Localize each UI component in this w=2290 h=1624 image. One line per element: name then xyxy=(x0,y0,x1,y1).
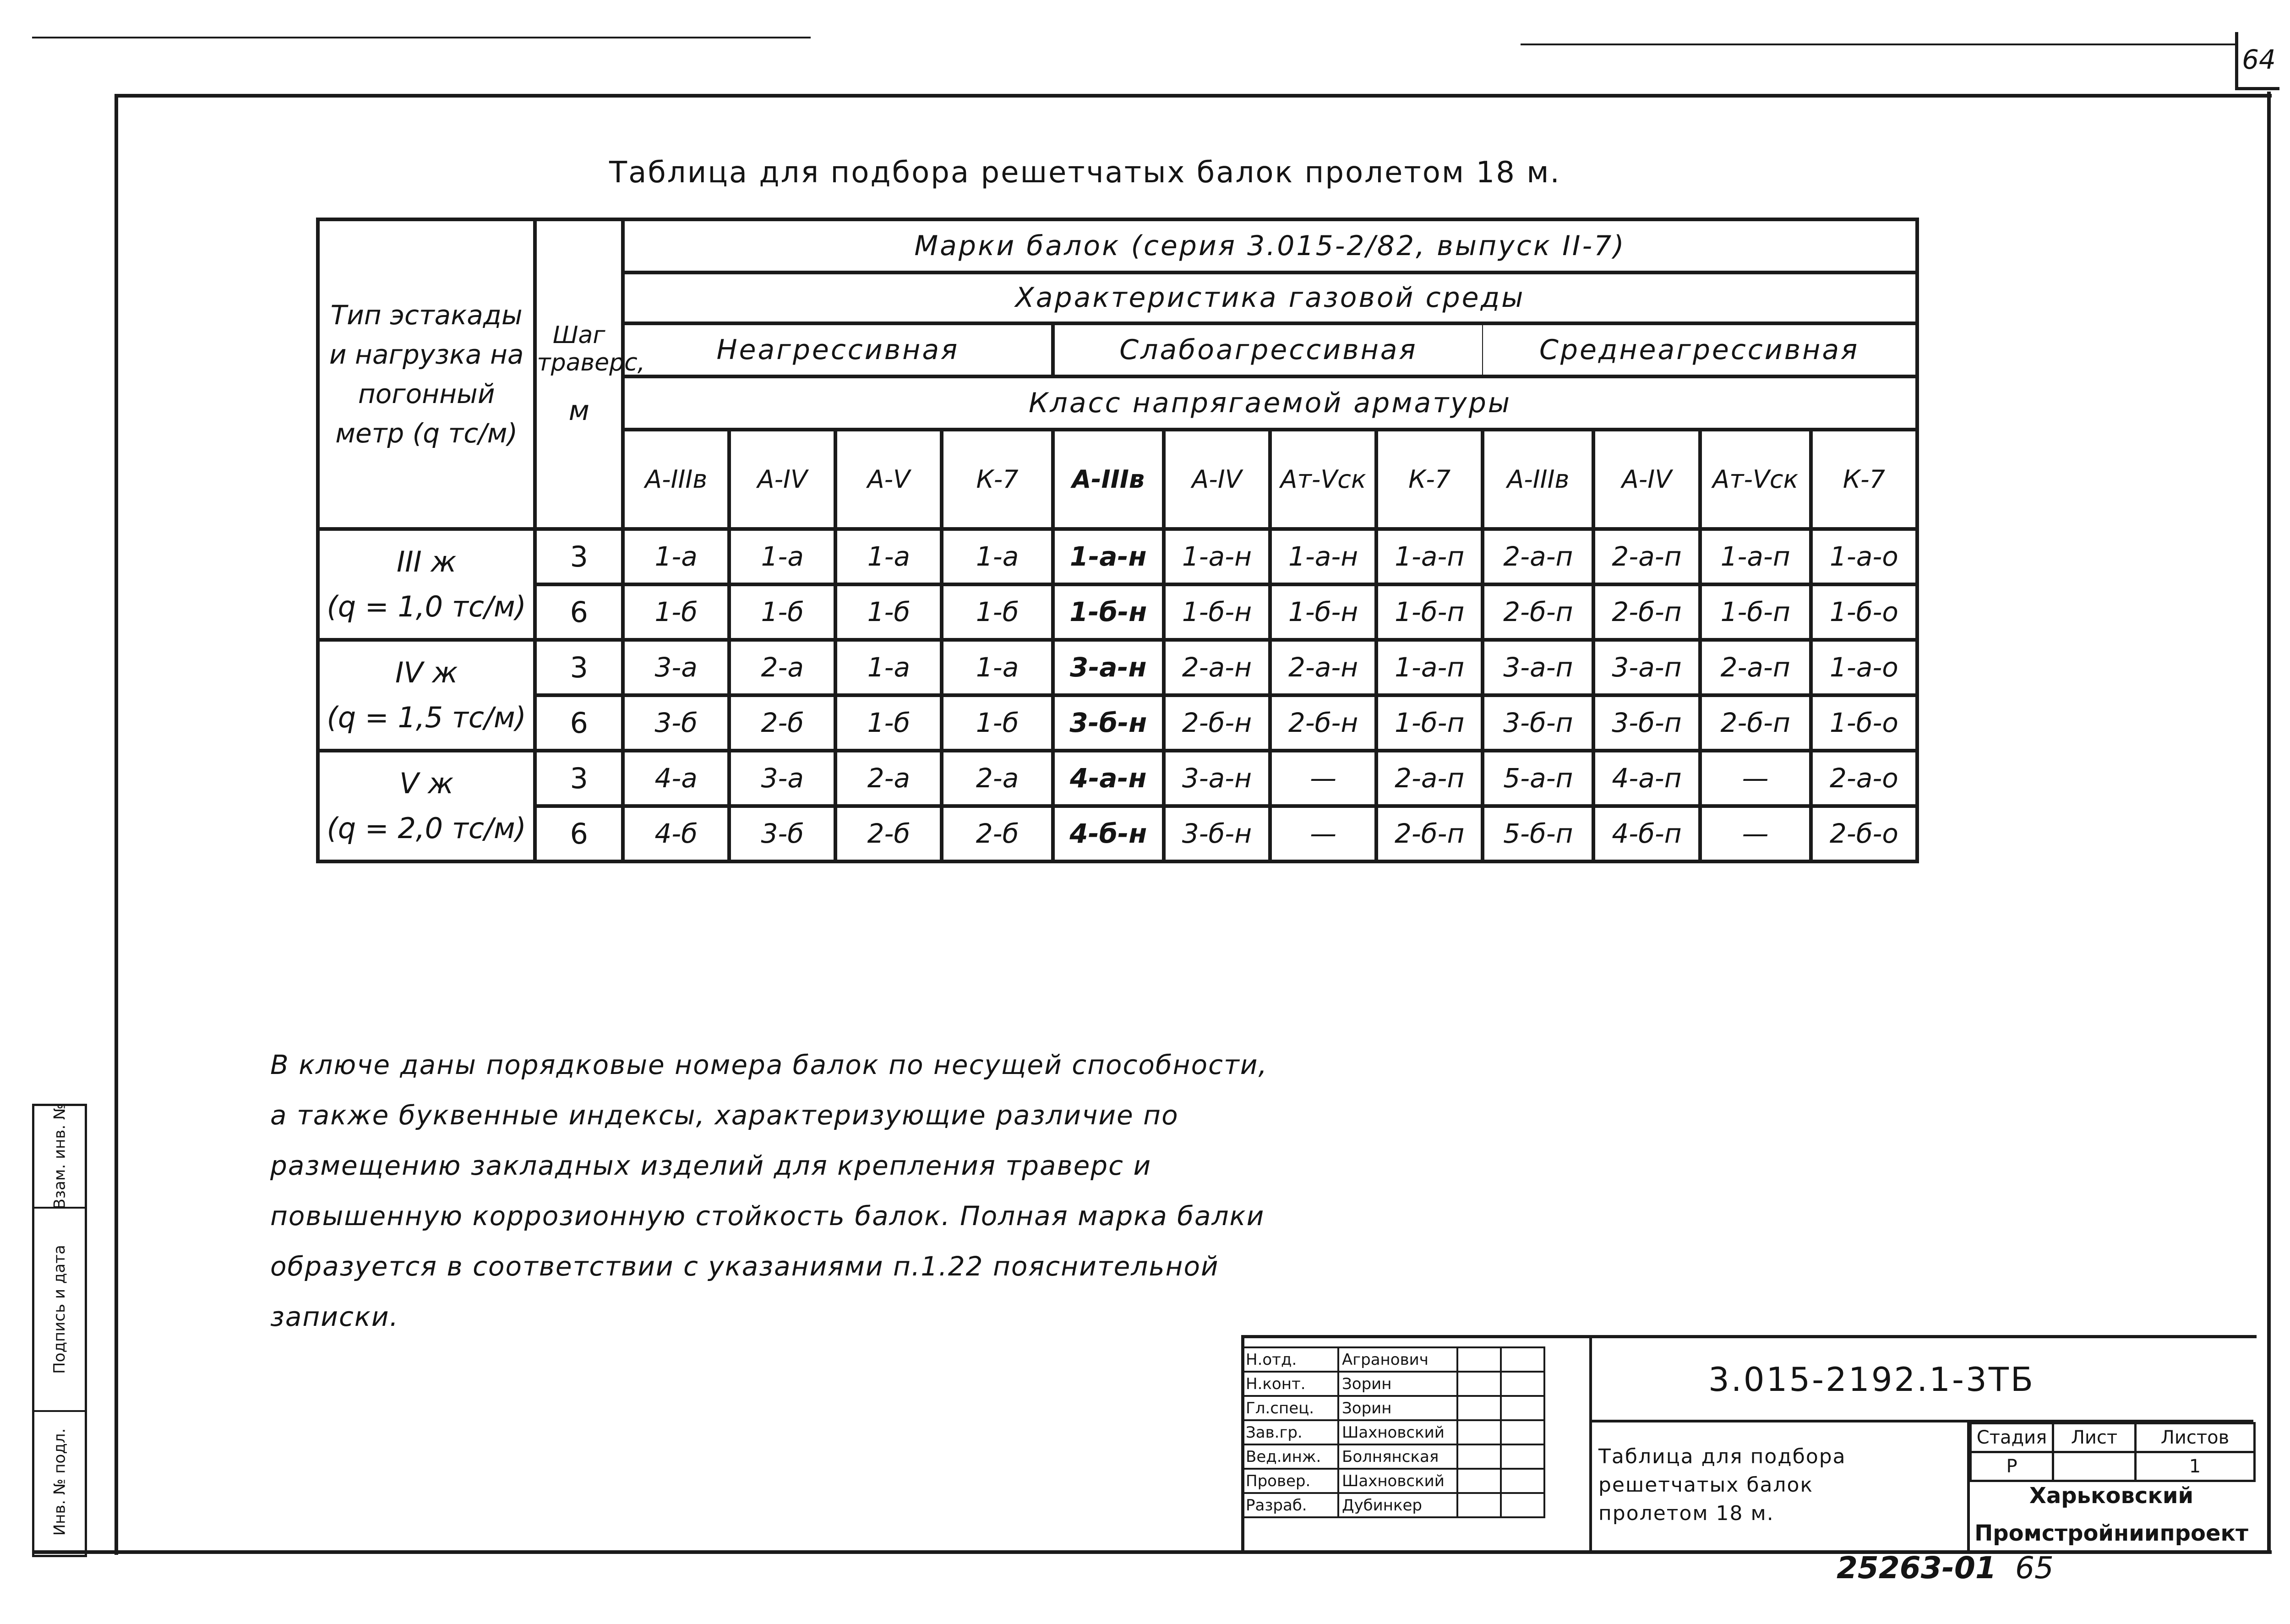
class-header: Ат-Vск xyxy=(1700,430,1811,529)
header-step-label: Шаг траверс, xyxy=(537,321,645,376)
mark-cell: 2-а-п xyxy=(1376,751,1483,806)
header-reinforcement-class: Класс напрягаемой арматуры xyxy=(623,376,1917,430)
step-cell: 3 xyxy=(535,751,623,806)
mark-cell: 1-б-н xyxy=(1270,584,1376,640)
mark-cell: 3-а-н xyxy=(1053,640,1164,695)
stage-value: Р xyxy=(1971,1452,2053,1481)
signature-date xyxy=(1501,1444,1544,1469)
mark-cell: 2-б-п xyxy=(1593,584,1700,640)
class-header: К-7 xyxy=(942,430,1052,529)
stage-label: Стадия xyxy=(1971,1423,2053,1452)
header-step xyxy=(535,219,645,529)
mark-cell: — xyxy=(1700,806,1811,861)
side-stamp-label: Взам. инв. № xyxy=(50,1103,69,1210)
step-cell: 3 xyxy=(535,640,623,695)
mark-cell: 5-а-п xyxy=(1483,751,1593,806)
signature-name: Зорин xyxy=(1338,1396,1457,1420)
mark-cell: 1-а-п xyxy=(1700,529,1811,584)
frame-left-line xyxy=(114,94,118,1555)
side-stamp-label: Инв. № подл. xyxy=(50,1428,69,1536)
mark-cell: — xyxy=(1700,751,1811,806)
sheet-meta-table xyxy=(1969,1422,2256,1482)
explanatory-note: В ключе даны порядковые номера балок по несущей способности, а также буквенные индексы, характеризующие различие по размещению закладных изделий для крепления траверс и повышенную коррозионную стойкость балок. Полная марка балки образуется в соответствии с указаниями п.1.22 пояснительной записки. xyxy=(270,1049,1268,1332)
mark-cell: 1-а xyxy=(942,640,1052,695)
signature-date xyxy=(1501,1469,1544,1493)
signature-row xyxy=(1242,1469,1544,1493)
signature-role: Н.конт. xyxy=(1242,1372,1338,1396)
class-header: К-7 xyxy=(1376,430,1483,529)
mark-cell: 2-а-о xyxy=(1811,751,1917,806)
side-stamp-cell xyxy=(34,1103,85,1210)
header-marks: Марки балок (серия 3.015-2/82, выпуск II-7) xyxy=(623,219,1917,272)
mark-cell: 4-а-п xyxy=(1593,751,1700,806)
load-type-cell xyxy=(318,529,535,640)
load-value: (q = 2,0 тс/м) xyxy=(327,811,526,845)
footer-code: 25263-01 xyxy=(1837,1550,1996,1586)
page-number: 64 xyxy=(2235,32,2279,90)
mark-cell: 1-б-н xyxy=(1053,584,1164,640)
mark-cell: 2-а xyxy=(729,640,835,695)
class-header: К-7 xyxy=(1811,430,1917,529)
mark-cell: 1-б xyxy=(835,584,942,640)
signature-name: Дубинкер xyxy=(1338,1493,1457,1517)
mark-cell: 3-б-н xyxy=(1164,806,1270,861)
signature-date xyxy=(1501,1420,1544,1444)
signature-date xyxy=(1501,1396,1544,1420)
mark-cell: 1-б xyxy=(623,584,729,640)
mark-cell: 4-б-н xyxy=(1053,806,1164,861)
sheet-label: Лист xyxy=(2053,1423,2136,1452)
side-stamp-cell xyxy=(34,1209,85,1412)
step-cell: 3 xyxy=(535,529,623,584)
mark-cell: 3-а xyxy=(623,640,729,695)
mark-cell: 1-б-п xyxy=(1700,584,1811,640)
signature-date xyxy=(1501,1347,1544,1372)
signature-mark xyxy=(1457,1420,1501,1444)
signature-table xyxy=(1241,1346,1545,1518)
frame-right-line xyxy=(2267,92,2271,1553)
signature-name: Шахновский xyxy=(1338,1420,1457,1444)
footer-page: 65 xyxy=(2015,1550,2054,1586)
class-header: А-IIIв xyxy=(1483,430,1593,529)
table-row xyxy=(318,695,1917,751)
mark-cell: 2-а xyxy=(942,751,1052,806)
signature-role: Гл.спец. xyxy=(1242,1396,1338,1420)
mark-cell: 1-б-о xyxy=(1811,584,1917,640)
mark-cell: 2-б-п xyxy=(1483,584,1593,640)
signature-mark xyxy=(1457,1347,1501,1372)
header-environment: Характеристика газовой среды xyxy=(623,272,1917,323)
signature-mark xyxy=(1457,1372,1501,1396)
mark-cell: 2-а-п xyxy=(1483,529,1593,584)
signature-date xyxy=(1501,1372,1544,1396)
block-title: Таблица для подбора решетчатых балок пролетом 18 м. xyxy=(1598,1445,1846,1525)
env-group-weak: Слабоагрессивная xyxy=(1053,323,1483,376)
mark-cell: 1-а xyxy=(942,529,1052,584)
mark-cell: 3-б-п xyxy=(1483,695,1593,751)
side-stamp xyxy=(32,1104,87,1557)
mark-cell: 1-а-о xyxy=(1811,640,1917,695)
signature-row xyxy=(1242,1444,1544,1469)
mark-cell: 2-а-н xyxy=(1164,640,1270,695)
class-header: А-IV xyxy=(1593,430,1700,529)
mark-cell: 4-а xyxy=(623,751,729,806)
mark-cell: 2-б xyxy=(835,806,942,861)
load-type: IV ж xyxy=(395,655,458,689)
trim-top-line xyxy=(32,37,811,38)
frame-top-line xyxy=(117,94,2272,98)
sheets-label: Листов xyxy=(2136,1423,2255,1452)
mark-cell: 2-б-н xyxy=(1270,695,1376,751)
trim-top-line-right xyxy=(1521,44,2235,45)
signature-row xyxy=(1242,1396,1544,1420)
signature-name: Зорин xyxy=(1338,1372,1457,1396)
signature-row xyxy=(1242,1372,1544,1396)
side-stamp-label: Подпись и дата xyxy=(50,1245,69,1374)
mark-cell: 2-б-п xyxy=(1376,806,1483,861)
mark-cell: 1-б-н xyxy=(1164,584,1270,640)
beam-selection-table xyxy=(316,218,1919,863)
mark-cell: 1-б-п xyxy=(1376,695,1483,751)
mark-cell: 2-а-п xyxy=(1700,640,1811,695)
mark-cell: 1-б xyxy=(729,584,835,640)
step-cell: 6 xyxy=(535,806,623,861)
env-group-nonaggressive: Неагрессивная xyxy=(623,323,1053,376)
mark-cell: 4-б-п xyxy=(1593,806,1700,861)
mark-cell: 2-б-п xyxy=(1700,695,1811,751)
signature-role: Зав.гр. xyxy=(1242,1420,1338,1444)
mark-cell: 2-а-н xyxy=(1270,640,1376,695)
mark-cell: 1-а-п xyxy=(1376,529,1483,584)
mark-cell: 3-б-п xyxy=(1593,695,1700,751)
mark-cell: 1-а-н xyxy=(1270,529,1376,584)
signature-row xyxy=(1242,1420,1544,1444)
signature-name: Шахновский xyxy=(1338,1469,1457,1493)
mark-cell: 2-б xyxy=(729,695,835,751)
signature-mark xyxy=(1457,1493,1501,1517)
mark-cell: 1-а xyxy=(729,529,835,584)
table-row xyxy=(318,584,1917,640)
mark-cell: 3-а xyxy=(729,751,835,806)
mark-cell: 3-а-п xyxy=(1593,640,1700,695)
class-header: А-IV xyxy=(1164,430,1270,529)
organization-name: Харьковский Промстройниипроект xyxy=(1974,1483,2248,1546)
mark-cell: 3-б-н xyxy=(1053,695,1164,751)
env-group-medium: Среднеагрессивная xyxy=(1483,323,1917,376)
signature-role: Провер. xyxy=(1242,1469,1338,1493)
mark-cell: 2-а-п xyxy=(1593,529,1700,584)
class-header: А-V xyxy=(835,430,942,529)
signature-row xyxy=(1242,1347,1544,1372)
signature-mark xyxy=(1457,1469,1501,1493)
mark-cell: 2-б-н xyxy=(1164,695,1270,751)
load-value: (q = 1,0 тс/м) xyxy=(327,589,526,623)
mark-cell: 2-б-о xyxy=(1811,806,1917,861)
load-type-cell xyxy=(318,751,535,861)
mark-cell: 1-б xyxy=(835,695,942,751)
signature-role: Н.отд. xyxy=(1242,1347,1338,1372)
side-stamp-cell xyxy=(34,1412,85,1552)
mark-cell: 4-б xyxy=(623,806,729,861)
mark-cell: 1-б-п xyxy=(1376,584,1483,640)
mark-cell: 5-б-п xyxy=(1483,806,1593,861)
signature-date xyxy=(1501,1493,1544,1517)
mark-cell: 1-а xyxy=(623,529,729,584)
step-cell: 6 xyxy=(535,584,623,640)
mark-cell: 1-а-п xyxy=(1376,640,1483,695)
mark-cell: 4-а-н xyxy=(1053,751,1164,806)
header-step-unit: м xyxy=(568,394,589,427)
mark-cell: 3-б xyxy=(729,806,835,861)
class-header: А-IIIв xyxy=(623,430,729,529)
signature-mark xyxy=(1457,1444,1501,1469)
mark-cell: 1-б-о xyxy=(1811,695,1917,751)
class-header: А-IV xyxy=(729,430,835,529)
title-block-divider xyxy=(1589,1335,1592,1550)
signature-role: Вед.инж. xyxy=(1242,1444,1338,1469)
signature-name: Агранович xyxy=(1338,1347,1457,1372)
mark-cell: 1-а-о xyxy=(1811,529,1917,584)
load-type-cell xyxy=(318,640,535,751)
table-row xyxy=(318,529,1917,584)
mark-cell: 3-б xyxy=(623,695,729,751)
mark-cell: 2-б xyxy=(942,806,1052,861)
mark-cell: 3-а-н xyxy=(1164,751,1270,806)
table-row xyxy=(318,751,1917,806)
load-type: V ж xyxy=(399,766,454,800)
signature-role: Разраб. xyxy=(1242,1493,1338,1517)
mark-cell: 2-а xyxy=(835,751,942,806)
mark-cell: — xyxy=(1270,806,1376,861)
mark-cell: 1-а-н xyxy=(1053,529,1164,584)
load-type: III ж xyxy=(396,545,457,578)
load-value: (q = 1,5 тс/м) xyxy=(327,700,526,734)
mark-cell: 1-б xyxy=(942,695,1052,751)
mark-cell: 1-а-н xyxy=(1164,529,1270,584)
table-row xyxy=(318,640,1917,695)
step-cell: 6 xyxy=(535,695,623,751)
class-header: А-IIIв xyxy=(1053,430,1164,529)
class-header: Ат-Vск xyxy=(1270,430,1376,529)
signature-mark xyxy=(1457,1396,1501,1420)
sheets-value: 1 xyxy=(2136,1452,2255,1481)
page-title: Таблица для подбора решетчатых балок пролетом 18 м. xyxy=(609,156,1561,190)
document-code: 3.015-2192.1-3ТБ xyxy=(1708,1360,2035,1399)
mark-cell: 1-а xyxy=(835,640,942,695)
header-type-load: Тип эстакады и нагрузка на погонный метр (q тс/м) xyxy=(318,219,535,529)
mark-cell: 1-б xyxy=(942,584,1052,640)
mark-cell: — xyxy=(1270,751,1376,806)
signature-name: Болнянская xyxy=(1338,1444,1457,1469)
mark-cell: 3-а-п xyxy=(1483,640,1593,695)
mark-cell: 1-а xyxy=(835,529,942,584)
table-row xyxy=(318,806,1917,861)
signature-row xyxy=(1242,1493,1544,1517)
